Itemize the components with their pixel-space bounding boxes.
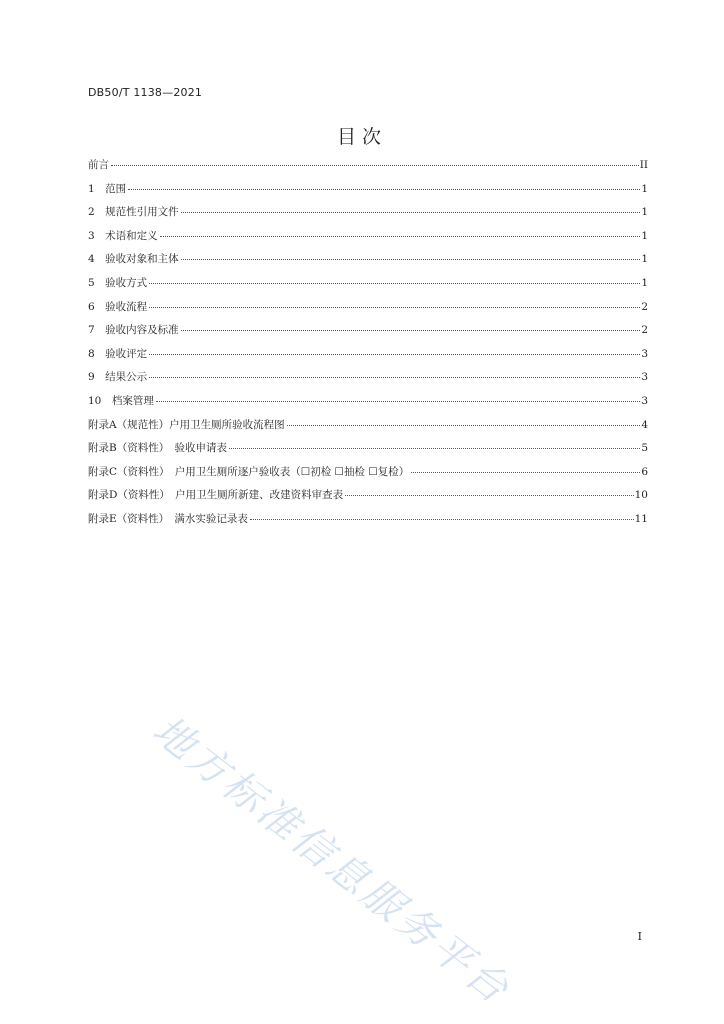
toc-entry-page: II (639, 159, 648, 171)
toc-entry-label: 4 验收对象和主体 (88, 253, 179, 266)
toc-entry-page: 3 (641, 347, 648, 360)
toc-entry[interactable] (88, 228, 648, 252)
toc-entry-label: 6 验收流程 (88, 300, 148, 313)
toc-dot-leader (411, 472, 640, 473)
toc-dot-leader (181, 330, 641, 331)
toc-entry-label: 附录D（资料性） 户用卫生厕所新建、改建资料审查表 (88, 489, 344, 502)
toc-entry-label: 7 验收内容及标准 (88, 324, 179, 337)
toc-entry[interactable] (88, 346, 648, 370)
toc-entry[interactable] (88, 299, 648, 323)
toc-entry-page: 1 (641, 206, 648, 219)
toc-entry-page: 6 (641, 465, 648, 478)
toc-entry-label: 1 范围 (88, 182, 127, 195)
toc-entry-label: 10 档案管理 (88, 394, 154, 407)
toc-entry[interactable] (88, 393, 648, 417)
toc-entry-page: 2 (641, 300, 648, 313)
toc-dot-leader (181, 212, 641, 213)
toc-entry[interactable] (88, 157, 648, 181)
toc-entry-label: 9 结果公示 (88, 371, 148, 384)
toc-entry[interactable] (88, 417, 648, 441)
toc-entry-page: 1 (641, 276, 648, 289)
toc-entry-page: 10 (634, 489, 648, 502)
toc-dot-leader (287, 425, 641, 426)
toc-dot-leader (149, 307, 640, 308)
toc-entry-page: 1 (641, 229, 648, 242)
toc-entry[interactable] (88, 181, 648, 205)
toc-dot-leader (149, 377, 640, 378)
toc-entry-page: 3 (641, 371, 648, 384)
toc-entry[interactable] (88, 322, 648, 346)
toc-entry-page: 1 (641, 253, 648, 266)
toc-dot-leader (345, 495, 633, 496)
toc-dot-leader (149, 354, 640, 355)
toc-entry-label: 8 验收评定 (88, 347, 148, 360)
toc-entry-label: 2 规范性引用文件 (88, 206, 179, 219)
toc-dot-leader (181, 259, 641, 260)
toc-dot-leader (149, 283, 640, 284)
toc-entry-label: 5 验收方式 (88, 276, 148, 289)
toc-entry[interactable] (88, 275, 648, 299)
toc-entry-page: 1 (641, 182, 648, 195)
toc-entry-page: 4 (641, 418, 648, 431)
toc-entry[interactable] (88, 487, 648, 511)
table-of-contents (88, 157, 648, 535)
toc-entry-label: 附录C（资料性） 户用卫生厕所逐户验收表（☐初检 ☐抽检 ☐复检） (88, 465, 410, 478)
toc-entry-label: 前言 (88, 159, 109, 171)
toc-entry-label: 附录B（资料性） 验收申请表 (88, 442, 227, 455)
toc-entry-label: 附录A（规范性）户用卫生厕所验收流程图 (88, 418, 285, 431)
document-code: DB50/T 1138—2021 (88, 86, 203, 99)
toc-entry-page: 5 (641, 442, 648, 455)
toc-entry-label: 附录E（资料性） 满水实验记录表 (88, 512, 248, 525)
page-title: 目次 (336, 126, 387, 148)
toc-entry-page: 11 (634, 512, 648, 525)
toc-entry[interactable] (88, 511, 648, 535)
page-number: I (637, 930, 642, 943)
toc-entry-label: 3 术语和定义 (88, 229, 158, 242)
toc-dot-leader (128, 189, 640, 190)
toc-entry-page: 3 (641, 394, 648, 407)
watermark: 地方标准信息服务平台 (144, 707, 520, 1015)
toc-entry[interactable] (88, 464, 648, 488)
toc-entry[interactable] (88, 204, 648, 228)
toc-dot-leader (160, 236, 641, 237)
toc-entry[interactable] (88, 440, 648, 464)
toc-dot-leader (111, 165, 639, 166)
toc-dot-leader (250, 519, 634, 520)
toc-entry[interactable] (88, 251, 648, 275)
toc-dot-leader (156, 401, 640, 402)
toc-entry[interactable] (88, 369, 648, 393)
toc-dot-leader (229, 448, 640, 449)
toc-entry-page: 2 (641, 324, 648, 337)
